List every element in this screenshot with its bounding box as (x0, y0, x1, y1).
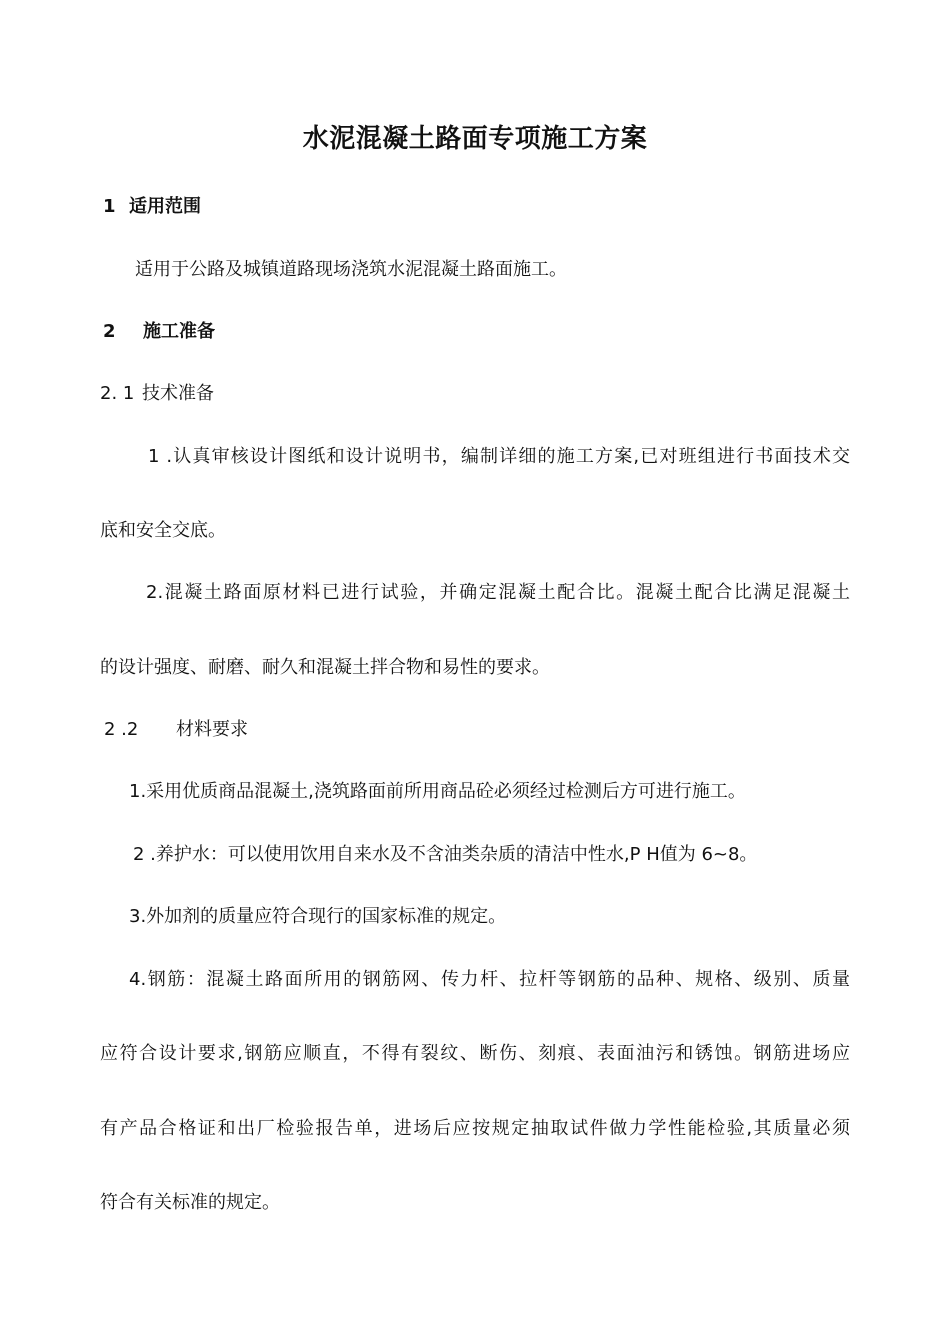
tech-item-1-line-2: 底和安全交底。 (100, 520, 226, 541)
subsection-number: 2 .2 (104, 719, 139, 740)
material-item-4-line-3: 有产品合格证和出厂检验报告单，进场后应按规定抽取试件做力学性能检验,其质量必须 (100, 1118, 850, 1139)
section-number: 2 (103, 321, 116, 342)
section-title: 施工准备 (143, 321, 215, 342)
material-item-4-line-4: 符合有关标准的规定。 (100, 1192, 280, 1213)
section-1-heading (103, 195, 201, 219)
tech-item-2-line-1: 2.混凝土路面原材料已进行试验，并确定混凝土配合比。混凝土配合比满足混凝土 (146, 582, 850, 603)
material-item-3: 3.外加剂的质量应符合现行的国家标准的规定。 (129, 906, 507, 927)
section-1-paragraph: 适用于公路及城镇道路现场浇筑水泥混凝土路面施工。 (135, 259, 567, 280)
subsection-number: 2. 1 (100, 383, 135, 404)
subsection-title: 材料要求 (176, 719, 248, 740)
tech-item-2-line-2: 的设计强度、耐磨、耐久和混凝土拌合物和易性的要求。 (100, 657, 550, 678)
document-title: 水泥混凝土路面专项施工方案 (302, 124, 648, 154)
material-item-1: 1.采用优质商品混凝土,浇筑路面前所用商品砼必须经过检测后方可进行施工。 (129, 781, 746, 802)
subsection-2-1-heading (100, 382, 214, 406)
subsection-title: 技术准备 (142, 383, 214, 404)
tech-item-1-line-1: 1 .认真审核设计图纸和设计说明书，编制详细的施工方案,已对班组进行书面技术交 (148, 446, 850, 467)
material-item-4-line-1: 4.钢筋：混凝土路面所用的钢筋网、传力杆、拉杆等钢筋的品种、规格、级别、质量 (129, 969, 850, 990)
section-2-heading (103, 320, 215, 344)
material-item-2: 2 .养护水：可以使用饮用自来水及不含油类杂质的清洁中性水,P H值为 6~8。 (133, 844, 758, 865)
section-title: 适用范围 (129, 196, 201, 217)
material-item-4-line-2: 应符合设计要求,钢筋应顺直，不得有裂纹、断伤、刻痕、表面油污和锈蚀。钢筋进场应 (100, 1043, 850, 1064)
section-number: 1 (103, 196, 116, 217)
subsection-2-2-heading (104, 718, 248, 742)
